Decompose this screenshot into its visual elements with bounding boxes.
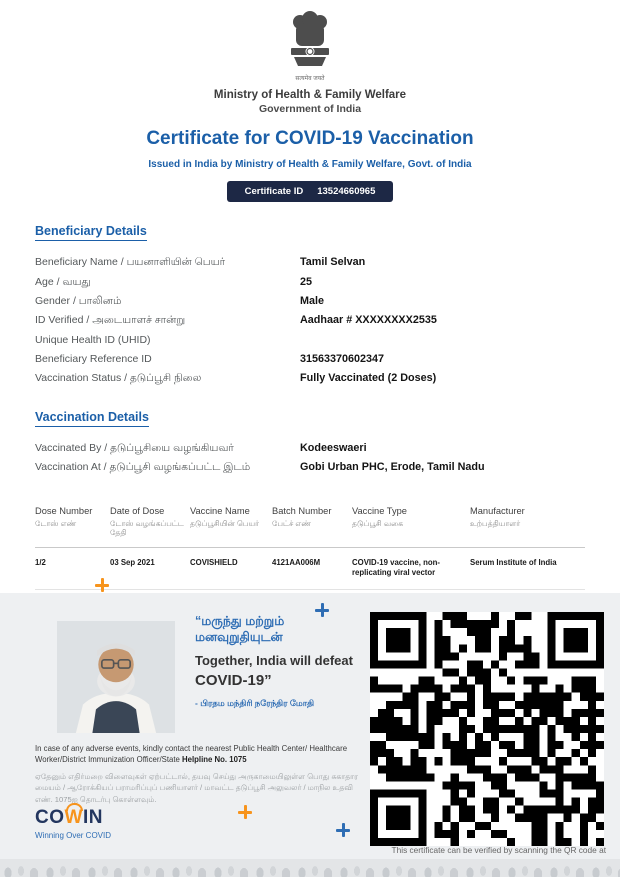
field-label: Age / வயது — [35, 275, 91, 288]
field-value: Aadhaar # XXXXXXXX2535 — [300, 314, 437, 327]
field-row-age — [35, 272, 620, 291]
certificate-id-value: 13524660965 — [317, 186, 376, 197]
beneficiary-fields — [35, 253, 620, 388]
cell-vaccine-name: COVISHIELD — [190, 557, 238, 567]
national-emblem-icon — [284, 10, 336, 82]
adverse-events-text-english: In case of any adverse events, kindly contact the nearest Public Health Center/ Healthcare Worker/District Immunization Officer/State Helpline No. 1075 — [35, 744, 348, 765]
col-vaccine-type: Vaccine Type தடுப்பூசி வகை — [352, 505, 407, 528]
certificate-id-bar — [227, 181, 394, 202]
field-label: Vaccinated By / தடுப்பூசியை வழங்கியவர் — [35, 442, 234, 455]
beneficiary-details-heading: Beneficiary Details — [35, 224, 147, 241]
col-batch-number: Batch Number பேட்ச் எண் — [272, 505, 332, 528]
field-label: Vaccination At / தடுப்பூசி வழங்கப்பட்ட இடம் — [35, 461, 251, 474]
certificate-id-label: Certificate ID — [244, 186, 304, 197]
field-label: Vaccination Status / தடுப்பூசி நிலை — [35, 371, 202, 384]
field-label: Unique Health ID (UHID) — [35, 333, 151, 346]
field-value: Gobi Urban PHC, Erode, Tamil Nadu — [300, 461, 485, 474]
field-value: Male — [300, 294, 325, 307]
vaccination-fields — [35, 439, 620, 478]
helpline-number: Helpline No. 1075 — [182, 755, 247, 765]
cowin-logo — [35, 807, 111, 840]
pm-photo — [57, 621, 175, 733]
ministry-name: Ministry of Health & Family Welfare — [213, 89, 407, 101]
field-label: Gender / பாலினம் — [35, 294, 122, 307]
cowin-logo-co: CO — [35, 807, 65, 828]
field-label: Beneficiary Reference ID — [35, 352, 152, 365]
col-dose-number: Dose Number டோஸ் எண் — [35, 505, 93, 528]
cell-dose-number: 1/2 — [35, 557, 46, 567]
certificate-subtitle: Issued in India by Ministry of Health & Family Welfare, Govt. of India — [148, 159, 472, 170]
footer-panel — [0, 593, 620, 859]
dose-row-1 — [35, 548, 585, 590]
verify-line1: This certificate can be verified by scanning the QR code at — [391, 845, 606, 855]
quote-english-line1: Together, India will defeat — [195, 652, 353, 668]
quote-block — [195, 613, 370, 710]
quote-tamil: “மருந்து மற்றும் மனவுறுதியுடன் — [195, 614, 285, 645]
field-row-vaccinated-by — [35, 439, 620, 458]
field-label: ID Verified / அடையாளச் சான்று — [35, 314, 186, 327]
col-manufacturer: Manufacturer உற்பத்தியாளர் — [470, 505, 525, 528]
cell-date: 03 Sep 2021 — [110, 557, 155, 567]
cell-vaccine-type: COVID-19 vaccine, non-replicating viral vector — [352, 557, 440, 578]
field-label: Beneficiary Name / பயனாளியின் பெயர் — [35, 256, 226, 269]
cell-manufacturer: Serum Institute of India — [470, 557, 557, 567]
field-row-vaccination-status — [35, 369, 620, 388]
government-name: Government of India — [258, 103, 362, 115]
plus-decoration-icon — [336, 823, 350, 837]
field-row-reference-id — [35, 350, 620, 369]
dose-table-header — [35, 506, 585, 548]
quote-attribution: - பிரதம மந்திரி நரேந்திர மோதி — [195, 697, 315, 708]
adverse-events-text-tamil: ஏதேனும் எதிர்மறை விளைவுகள் ஏற்பட்டால், தயவு செய்து அருகாமையிலுள்ள பொது சுகாதார மையம் / ஆரோக்கியப் பராமரிப்புப் பணியாளர் / மாவட்ட தடுப்பூசி அலுவலர் / மாநில உதவி எண். 1075ஐ தொடர்பு கொள்ளவும். — [35, 772, 359, 804]
field-row-beneficiary-name — [35, 253, 620, 272]
cowin-logo-in: IN — [82, 807, 103, 828]
certificate-title: Certificate for COVID-19 Vaccination — [146, 128, 474, 149]
field-value: 25 — [300, 275, 313, 288]
plus-decoration-icon — [95, 578, 109, 592]
quote-english-line2: COVID-19” — [195, 671, 272, 689]
cell-batch: 4121AA006M — [272, 557, 321, 567]
crowd-strip-image — [0, 859, 620, 877]
field-value: Fully Vaccinated (2 Doses) — [300, 371, 437, 384]
field-row-uhid — [35, 331, 620, 350]
vaccination-details-heading: Vaccination Details — [35, 410, 149, 427]
qr-code — [370, 612, 604, 846]
col-vaccine-name: Vaccine Name தடுப்பூசியின் பெயர் — [190, 505, 260, 528]
field-row-id-verified — [35, 311, 620, 330]
plus-decoration-icon — [238, 805, 252, 819]
cowin-tagline: Winning Over COVID — [35, 831, 112, 840]
emblem-caption: सत्यमेव जयते — [295, 76, 325, 82]
field-row-vaccination-at — [35, 458, 620, 477]
certificate-header — [0, 0, 620, 202]
field-value: Tamil Selvan — [300, 256, 366, 269]
field-row-gender — [35, 292, 620, 311]
field-value: 31563370602347 — [300, 352, 385, 365]
col-date-of-dose: Date of Dose டோஸ் வழங்கப்பட்ட தேதி — [110, 505, 184, 538]
field-value: Kodeeswaeri — [300, 442, 367, 455]
cowin-logo-w: W — [64, 807, 83, 828]
plus-decoration-icon — [315, 603, 329, 617]
